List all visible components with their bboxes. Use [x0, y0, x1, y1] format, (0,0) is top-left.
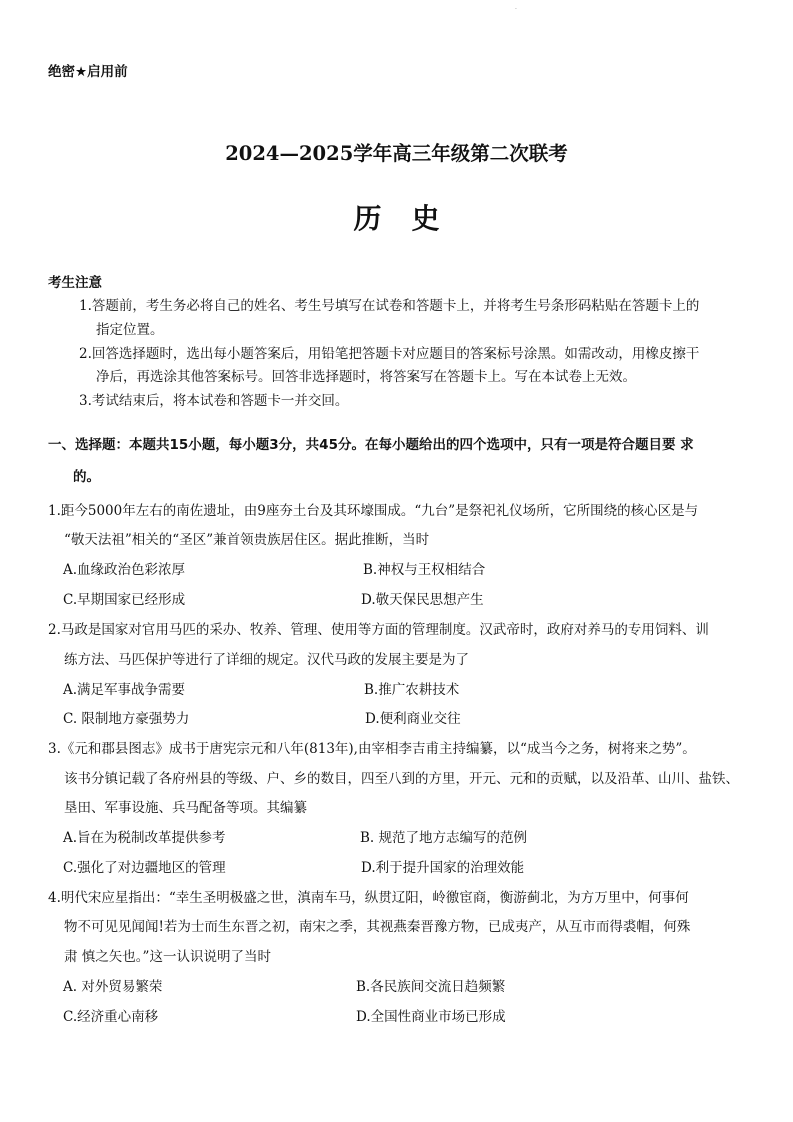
question-stem-line: 该书分镇记载了各府州县的等级、户、乡的数目，四至八到的方里，开元、元和的贡赋，以及沿革、山川、盐铁、: [64, 771, 739, 787]
option-d[interactable]: D.敬天保民思想产生: [361, 592, 484, 608]
notice-line: 3.考试结束后，将本试卷和答题卡一并交回。: [79, 393, 349, 409]
notice-line: 1.答题前，考生务必将自己的姓名、考生号填写在试卷和答题卡上，并将考生号条形码粘贴在答题卡上的: [79, 298, 700, 314]
option-a[interactable]: A.血缘政治色彩浓厚: [63, 562, 186, 578]
option-c[interactable]: C.强化了对边疆地区的管理: [63, 860, 226, 876]
option-d[interactable]: D.便利商业交往: [365, 711, 461, 727]
option-d[interactable]: D.全国性商业市场已形成: [356, 1009, 506, 1025]
option-a[interactable]: A.旨在为税制改革提供参考: [63, 830, 226, 846]
section-line: 的。: [73, 469, 100, 485]
top-mark: .: [515, 4, 517, 11]
option-a[interactable]: A.满足军事战争需要: [63, 682, 186, 698]
question-stem-line: 3.《元和郡县图志》成书于唐宪宗元和八年(813年),由宰相李吉甫主持编纂，以“成当今之务，树将来之势”。: [48, 741, 696, 757]
option-c[interactable]: C.经济重心南移: [63, 1009, 159, 1025]
question-stem-line: 物不可见见闻闻!若为士而生东晋之初，南宋之季，其视燕秦晋豫方物，已成夷产，从互市而得裘帽，何殊: [64, 919, 691, 935]
question-stem-line: 2.马政是国家对官用马匹的采办、牧养、管理、使用等方面的管理制度。汉武帝时，政府对养马的专用饲料、训: [48, 622, 709, 638]
secret-label: 绝密★启用前: [48, 64, 128, 80]
option-b[interactable]: B.神权与王权相结合: [363, 562, 486, 578]
option-b[interactable]: B.推广农耕技术: [364, 682, 460, 698]
question-stem-line: 4.明代宋应星指出：“幸生圣明极盛之世，滇南车马，纵贯辽阳，岭徼宦商，衡游蓟北，为方万里中，何事何: [48, 890, 689, 906]
notice-heading: 考生注意: [48, 275, 102, 291]
question-stem-line: “敬天法祖”相关的“圣区”兼首领贵族居住区。据此推断，当时: [64, 532, 430, 548]
exam-title: 2024—2025学年高三年级第二次联考: [225, 142, 568, 165]
subject-title: 历史: [353, 202, 470, 235]
option-b[interactable]: B.各民族间交流日趋频繁: [356, 979, 506, 995]
question-stem-line: 垦田、军事设施、兵马配备等项。其编纂: [64, 800, 307, 816]
option-b[interactable]: B. 规范了地方志编写的范例: [360, 830, 528, 846]
question-stem-line: 1.距今5000年左右的南佐遗址，由9座夯土台及其环壕围成。“九台”是祭祀礼仪场所，它所围绕的核心区是与: [48, 503, 699, 519]
question-stem-line: 练方法、马匹保护等进行了详细的规定。汉代马政的发展主要是为了: [64, 652, 469, 668]
notice-line: 指定位置。: [96, 322, 164, 338]
notice-line: 净后，再选涂其他答案标号。回答非选择题时，将答案写在答题卡上。写在本试卷上无效。: [96, 369, 636, 385]
option-c[interactable]: C. 限制地方豪强势力: [63, 711, 190, 727]
option-a[interactable]: A. 对外贸易繁荣: [63, 979, 163, 995]
option-c[interactable]: C.早期国家已经形成: [63, 592, 186, 608]
section-line: 一、选择题：本题共15小题，每小题3分，共45分。在每小题给出的四个选项中，只有一项是符合题目要 求: [48, 437, 694, 453]
option-d[interactable]: D.利于提升国家的治理效能: [361, 860, 525, 876]
notice-line: 2.回答选择题时，选出每小题答案后，用铅笔把答题卡对应题目的答案标号涂黑。如需改动，用橡皮擦干: [79, 346, 700, 362]
question-stem-line: 肃 慎之矢也。”这一认识说明了当时: [64, 949, 271, 965]
